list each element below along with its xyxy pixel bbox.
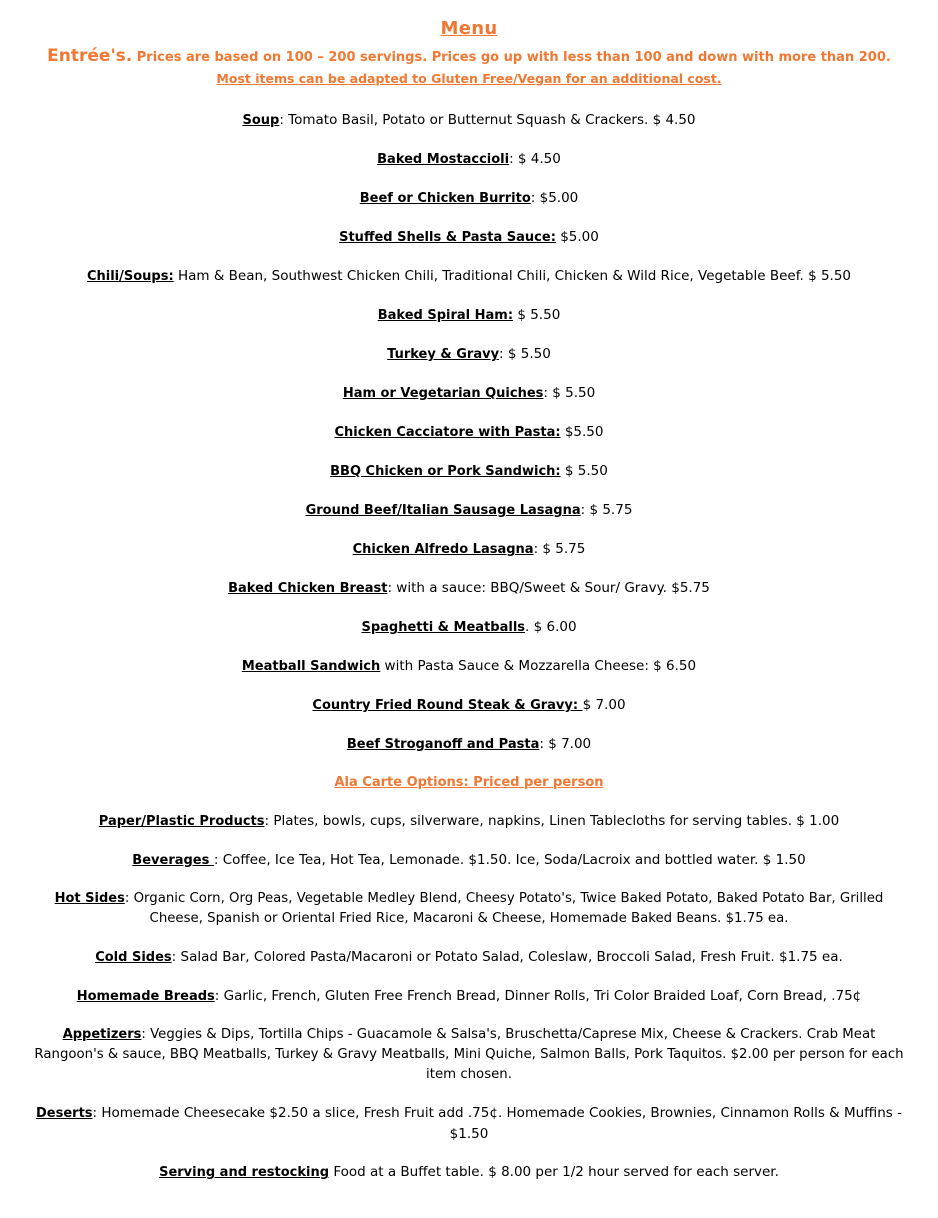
- adapt-note: Most items can be adapted to Gluten Free/Vegan for an additional cost.: [216, 71, 722, 86]
- entree-bbq-sandwich: BBQ Chicken or Pork Sandwich: $ 5.50: [330, 463, 608, 479]
- pricing-note-2: Prices go up with less than 100 and down with more than 200.: [431, 50, 891, 65]
- entree-soup: Soup: Tomato Basil, Potato or Butternut Squash & Crackers. $ 4.50: [242, 112, 696, 128]
- entree-turkey-gravy: Turkey & Gravy: $ 5.50: [387, 346, 551, 362]
- entree-spiral-ham: Baked Spiral Ham: $ 5.50: [377, 307, 561, 323]
- ala-carte-heading: Ala Carte Options: Priced per person: [334, 775, 604, 790]
- entree-alfredo-lasagna: Chicken Alfredo Lasagna: $ 5.75: [352, 541, 586, 557]
- ala-cold-sides: Cold Sides: Salad Bar, Colored Pasta/Macaroni or Potato Salad, Coleslaw, Broccoli Salad, Fresh Fruit. $1.75 ea.: [95, 949, 843, 965]
- menu-title: Menu: [440, 18, 498, 39]
- entree-mostaccioli: Baked Mostaccioli: $ 4.50: [377, 151, 561, 167]
- menu-items: [30, 110, 908, 1201]
- ala-breads: Homemade Breads: Garlic, French, Gluten Free French Bread, Dinner Rolls, Tri Color Braided Loaf, Corn Bread, .75¢: [76, 988, 862, 1004]
- entrees-label: Entrée's.: [47, 46, 133, 66]
- ala-paper-products: Paper/Plastic Products: Plates, bowls, cups, silverware, napkins, Linen Tablecloths for serving tables. $ 1.00: [98, 813, 840, 829]
- entree-chicken-breast: Baked Chicken Breast: with a sauce: BBQ/Sweet & Sour/ Gravy. $5.75: [228, 580, 710, 596]
- entree-round-steak: Country Fried Round Steak & Gravy: $ 7.00: [312, 697, 626, 713]
- ala-hot-sides: Hot Sides: Organic Corn, Org Peas, Vegetable Medley Blend, Cheesy Potato's, Twice Baked Potato, Baked Potato Bar, Grilled Cheese, Spanish or Oriental Fried Rice, Macaroni & Cheese, Homemade Baked Beans. $1.75 ea.: [54, 891, 884, 926]
- entree-burrito: Beef or Chicken Burrito: $5.00: [359, 190, 579, 206]
- pricing-note: Prices are based on 100 – 200 servings.: [136, 50, 428, 65]
- ala-appetizers: Appetizers: Veggies & Dips, Tortilla Chips - Guacamole & Salsa's, Bruschetta/Caprese Mix, Cheese & Crackers. Crab Meat Rangoon's & sauce, BBQ Meatballs, Turkey & Gravy Meatballs, Mini Quiche, Salmon Balls, Pork Taquitos. $2.00 per person for each item chosen.: [34, 1027, 904, 1082]
- ala-deserts: Deserts: Homemade Cheesecake $2.50 a slice, Fresh Fruit add .75¢. Homemade Cookies, Brownies, Cinnamon Rolls & Muffins - $1.50: [36, 1105, 902, 1142]
- entree-meatball-sandwich: Meatball Sandwich with Pasta Sauce & Mozzarella Cheese: $ 6.50: [241, 658, 697, 674]
- entree-spaghetti: Spaghetti & Meatballs. $ 6.00: [361, 619, 577, 635]
- pricing-header: [0, 46, 938, 66]
- ala-serving: Serving and restocking Food at a Buffet table. $ 8.00 per 1/2 hour served for each server.: [159, 1164, 779, 1180]
- entree-lasagna: Ground Beef/Italian Sausage Lasagna: $ 5.75: [305, 502, 633, 518]
- entree-stuffed-shells: Stuffed Shells & Pasta Sauce: $5.00: [339, 229, 599, 245]
- entree-stroganoff: Beef Stroganoff and Pasta: $ 7.00: [346, 736, 592, 752]
- entree-cacciatore: Chicken Cacciatore with Pasta: $5.50: [334, 424, 604, 440]
- entree-quiches: Ham or Vegetarian Quiches: $ 5.50: [342, 385, 596, 401]
- entree-chili-soups: Chili/Soups: Ham & Bean, Southwest Chicken Chili, Traditional Chili, Chicken & Wild Rice, Vegetable Beef. $ 5.50: [86, 268, 852, 284]
- ala-beverages: Beverages : Coffee, Ice Tea, Hot Tea, Lemonade. $1.50. Ice, Soda/Lacroix and bottled water. $ 1.50: [132, 852, 806, 868]
